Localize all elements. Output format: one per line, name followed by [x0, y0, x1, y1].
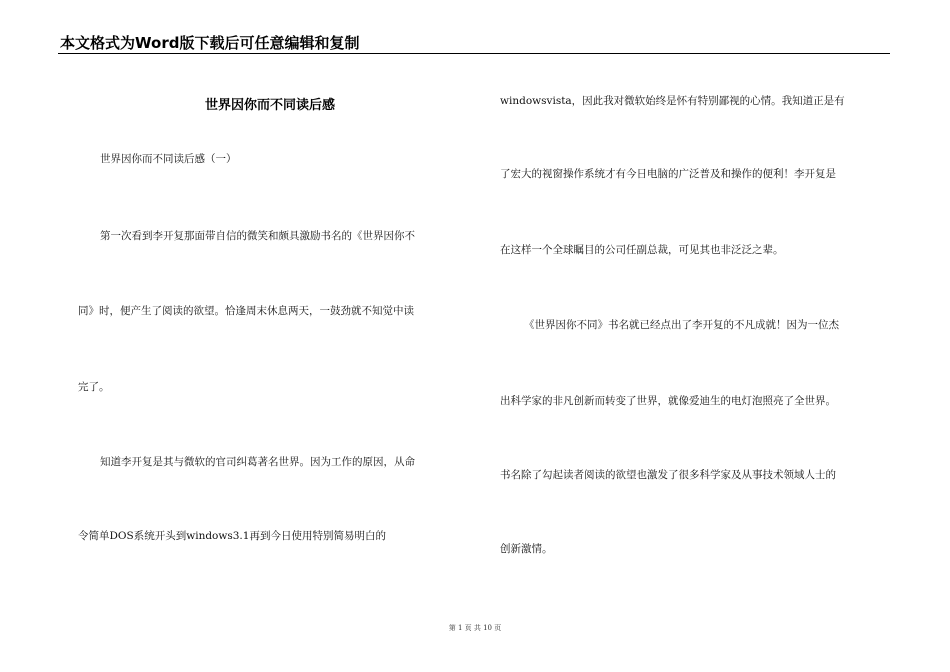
right-line-3: 在这样一个全球瞩目的公司任副总裁，可见其也非泛泛之辈。 [500, 244, 784, 256]
document-header: 本文格式为Word版下载后可任意编辑和复制 [60, 34, 360, 52]
left-line-6: 令简单DOS系统开头到windows3.1再到今日使用特别简易明白的 [78, 530, 386, 542]
right-line-4: 《世界因你不同》书名就已经点出了李开复的不凡成就！因为一位杰 [524, 319, 839, 331]
left-line-2: 第一次看到李开复那面带自信的微笑和颇具激励书名的《世界因你不 [100, 230, 415, 242]
left-line-3: 同》时，便产生了阅读的欲望。恰逢周末休息两天，一鼓劲就不知觉中读 [78, 305, 414, 317]
right-line-2: 了宏大的视窗操作系统才有今日电脑的广泛普及和操作的便利！李开复是 [500, 168, 836, 180]
right-line-7: 创新激情。 [500, 543, 553, 555]
document-title: 世界因你而不同读后感 [204, 98, 335, 113]
right-line-5: 出科学家的非凡创新而转变了世界，就像爱迪生的电灯泡照亮了全世界。 [500, 395, 836, 407]
right-line-1: windowsvista，因此我对微软始终是怀有特别鄙视的心情。我知道正是有 [500, 95, 845, 107]
right-line-6: 书名除了勾起读者阅读的欲望也激发了很多科学家及从事技术领域人士的 [500, 469, 836, 481]
page-number: 第 1 页 共 10 页 [448, 624, 502, 632]
left-line-5: 知道李开复是其与微软的官司纠葛著名世界。因为工作的原因，从命 [100, 456, 415, 468]
header-divider [58, 53, 890, 54]
left-line-1: 世界因你而不同读后感（一） [100, 153, 237, 165]
left-line-4: 完了。 [78, 381, 110, 393]
